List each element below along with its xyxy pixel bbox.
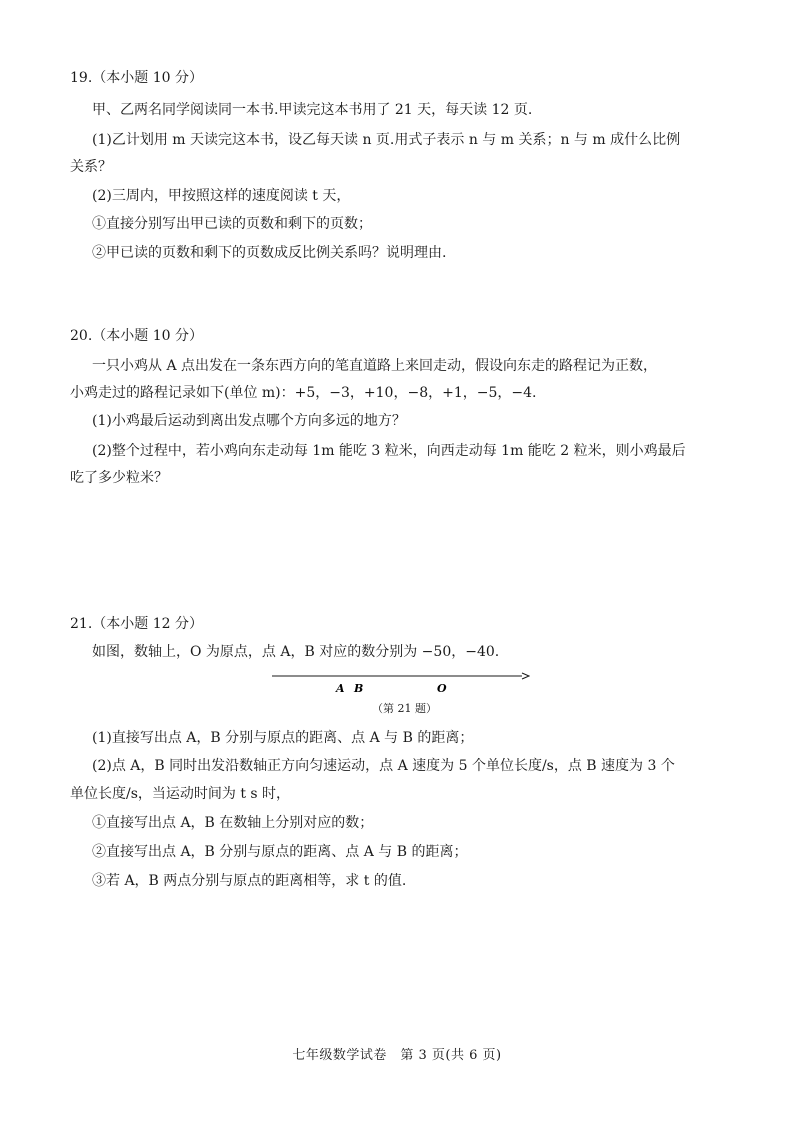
- q21-sub2: ②直接写出点 A，B 分别与原点的距离、点 A 与 B 的距离；: [92, 844, 468, 860]
- q19-header: 19.（本小题 10 分）: [70, 70, 203, 86]
- q21-sub1: ①直接写出点 A，B 在数轴上分别对应的数；: [92, 815, 374, 831]
- q21-intro: 如图，数轴上，O 为原点，点 A，B 对应的数分别为 −50，−40.: [92, 644, 500, 660]
- q20-intro-line2: 小鸡走过的路程记录如下(单位 m)：+5，−3，+10，−8，+1，−5，−4.: [70, 385, 537, 401]
- q19-sub2: ②甲已读的页数和剩下的页数成反比例关系吗？说明理由.: [92, 245, 447, 261]
- q21-part1: (1)直接写出点 A，B 分别与原点的距离、点 A 与 B 的距离；: [92, 730, 474, 746]
- q20-intro-line1: 一只小鸡从 A 点出发在一条东西方向的笔直道路上来回走动，假设向东走的路程记为正数，: [92, 358, 658, 374]
- number-line-arrow-icon: [522, 673, 529, 679]
- point-b-label: B: [354, 682, 364, 695]
- q21-part2-line2: 单位长度/s，当运动时间为 t s 时，: [70, 786, 291, 802]
- q20-part1: (1)小鸡最后运动到离出发点哪个方向多远的地方？: [92, 413, 406, 429]
- page-footer: 七年级数学试卷 第 3 页(共 6 页): [292, 1048, 502, 1063]
- q19-sub1: ①直接分别写出甲已读的页数和剩下的页数；: [92, 216, 372, 232]
- q21-sub3: ③若 A，B 两点分别与原点的距离相等，求 t 的值.: [92, 873, 407, 889]
- q19-intro: 甲、乙两名同学阅读同一本书.甲读完这本书用了 21 天，每天读 12 页.: [92, 102, 533, 118]
- q21-header: 21.（本小题 12 分）: [70, 616, 203, 632]
- q19-part1-line1: (1)乙计划用 m 天读完这本书，设乙每天读 n 页.用式子表示 n 与 m 关系；n 与 m 成什么比例: [92, 132, 681, 148]
- q21-part2-line1: (2)点 A，B 同时出发沿数轴正方向匀速运动，点 A 速度为 5 个单位长度/s，点 B 速度为 3 个: [92, 758, 675, 774]
- point-a-label: A: [336, 682, 345, 695]
- q19-part2: (2)三周内，甲按照这样的速度阅读 t 天，: [92, 188, 351, 204]
- q20-header: 20.（本小题 10 分）: [70, 328, 203, 344]
- q20-part2-line2: 吃了多少粒米？: [70, 470, 168, 486]
- figure-caption: （第 21 题）: [372, 702, 437, 715]
- q19-part1-line2: 关系？: [70, 159, 112, 175]
- point-o-label: O: [437, 682, 447, 695]
- q20-part2-line1: (2)整个过程中，若小鸡向东走动每 1m 能吃 3 粒米，向西走动每 1m 能吃 2 粒米，则小鸡最后: [92, 443, 686, 459]
